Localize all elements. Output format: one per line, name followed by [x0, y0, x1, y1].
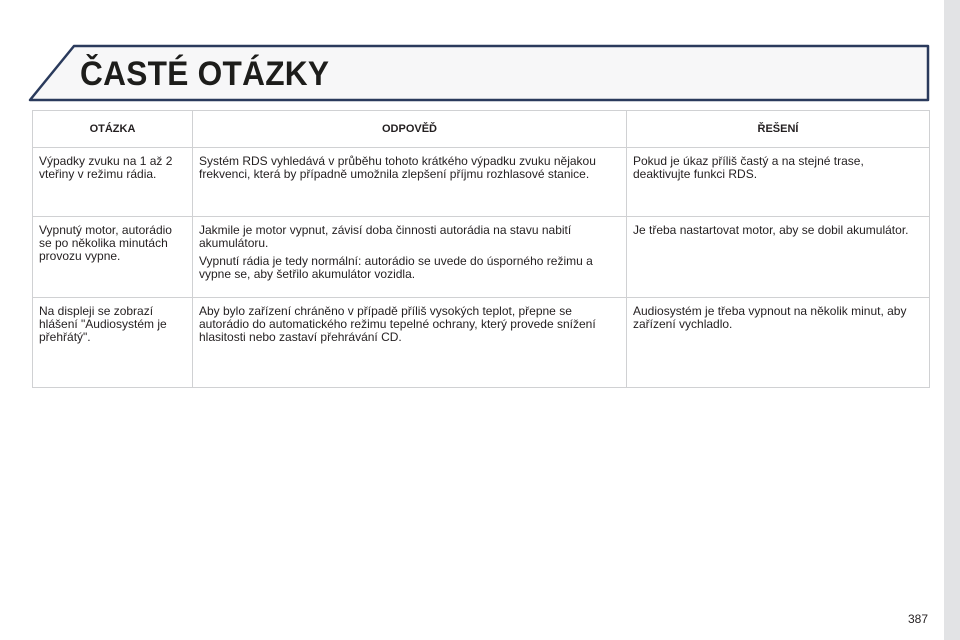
solution-text: Je třeba nastartovat motor, aby se dobil akumulátor. [633, 223, 909, 237]
question-text: Vypnutý motor, autorádio se po několika minutách provozu vypne. [39, 223, 172, 263]
column-header-question: OTÁZKA [33, 111, 193, 148]
answer-text: Aby bylo zařízení chráněno v případě příliš vysokých teplot, přepne se autorádio do automatického režimu tepelné ochrany, který provede snížení hlasitosti nebo zastaví přehrávání CD. [199, 304, 596, 344]
question-cell [33, 217, 193, 298]
solution-text: Audiosystém je třeba vypnout na několik minut, aby zařízení vychladlo. [633, 304, 907, 331]
table-row [33, 217, 930, 298]
answer-text: Vypnutí rádia je tedy normální: autorádio se uvede do úsporného režimu a vypne se, aby šetřilo akumulátor vozidla. [199, 254, 593, 281]
question-text: Na displeji se zobrazí hlášení "Audiosystém je přehřátý". [39, 304, 167, 344]
answer-cell [193, 217, 627, 298]
solution-cell [627, 217, 930, 298]
page-title: ČASTÉ OTÁZKY [80, 55, 330, 93]
answer-text: Systém RDS vyhledává v průběhu tohoto krátkého výpadku zvuku nějakou frekvenci, která by případně umožnila zlepšení příjmu rozhlasové stanice. [199, 154, 596, 181]
answer-text: Jakmile je motor vypnut, závisí doba činnosti autorádia na stavu nabití akumulátoru. [199, 223, 572, 250]
question-text: Výpadky zvuku na 1 až 2 vteřiny v režimu rádia. [39, 154, 173, 181]
solution-cell [627, 298, 930, 388]
answer-cell [193, 298, 627, 388]
table-row [33, 298, 930, 388]
faq-table [32, 110, 930, 388]
table-header-row [33, 111, 930, 148]
column-header-solution: ŘEŠENÍ [627, 111, 930, 148]
page-number: 387 [908, 612, 929, 626]
question-cell [33, 148, 193, 217]
solution-text: Pokud je úkaz příliš častý a na stejné trase, deaktivujte funkci RDS. [633, 154, 864, 181]
column-header-answer: ODPOVĚĎ [193, 111, 627, 148]
question-cell [33, 298, 193, 388]
table-row [33, 148, 930, 217]
solution-cell [627, 148, 930, 217]
page-side-bar [944, 0, 960, 640]
answer-cell [193, 148, 627, 217]
